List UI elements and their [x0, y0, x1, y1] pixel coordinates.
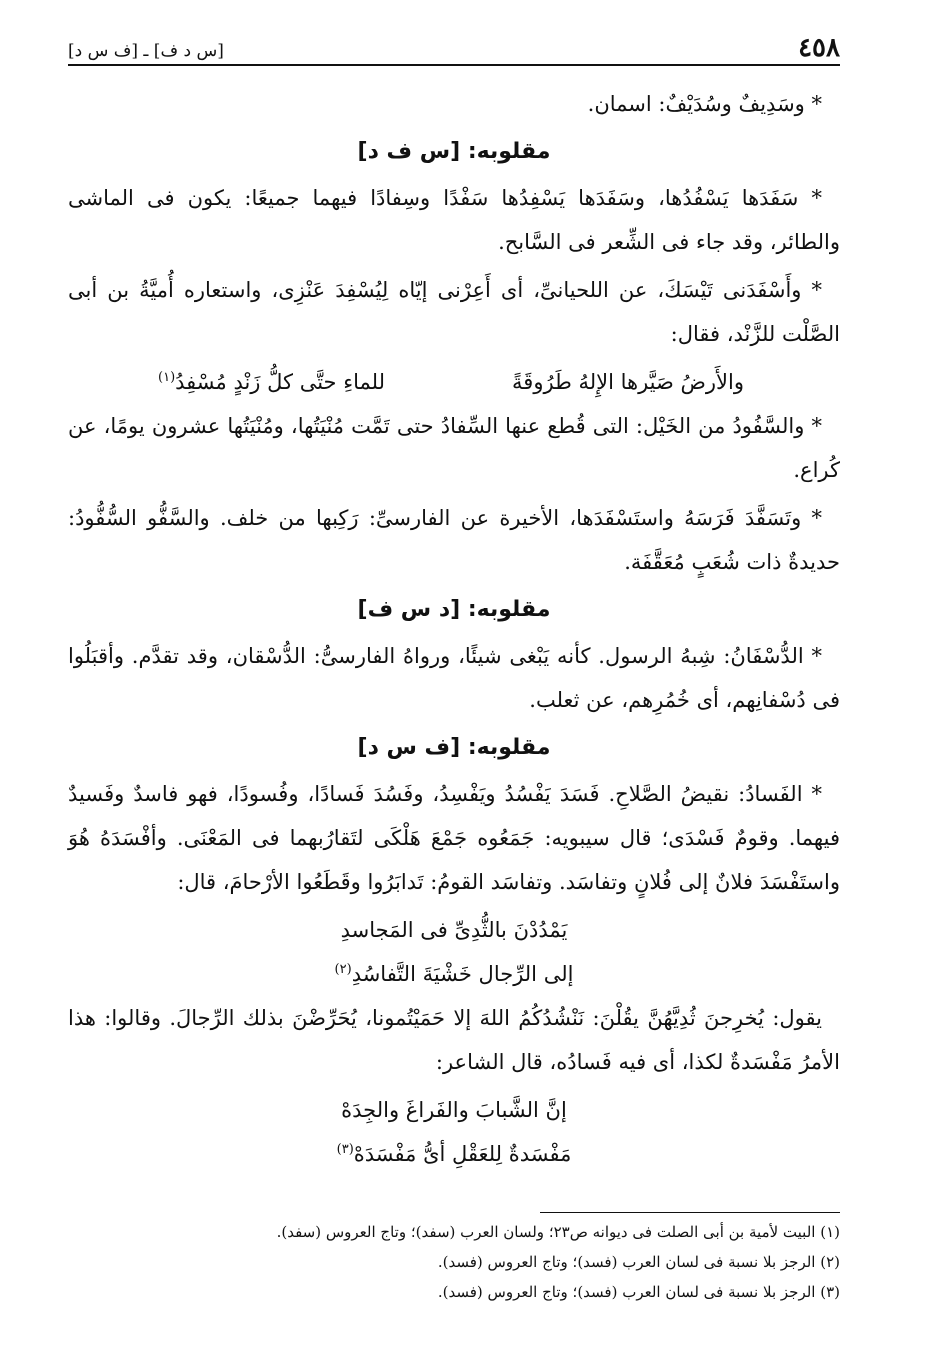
paragraph: * سَفَدَها يَسْفُدُها، وسَفَدَها يَسْفِدُها سَفْدًا وسِفادًا فيهما جميعًا: يكون فى الماشى والطائر، وقد جاء فى الشِّعر فى السَّابح.: [68, 186, 840, 254]
footnote: (١) البيت لأمية بن أبى الصلت فى ديوانه ص٢٣؛ ولسان العرب (سفد)؛ وتاج العروس (سفد).: [276, 1223, 840, 1241]
footnote-marker: (٢): [334, 962, 352, 977]
verse-hemistich-left: للماءِ حتَّى كلُّ زَنْدٍ مُسْفِدُ: [175, 370, 385, 394]
paragraph: * وسَدِيفٌ وسُدَيْفٌ: اسمان.: [587, 92, 822, 116]
footnotes: [68, 1212, 840, 1307]
footnote-marker: (٣): [336, 1142, 354, 1157]
verse-hemistich-left-wrap: [158, 360, 385, 404]
verse-line: يَمْدُدْنَ بالثُّدِىِّ فى المَجاسدِ: [340, 918, 568, 942]
paragraph: * الفَسادُ: نقيضُ الصَّلاحِ. فَسَدَ يَفْسُدُ ويَفْسِدُ، وفَسُدَ فَسادًا، وفُسودًا، فهو فاسدٌ وفَسيدٌ فيهما. وقومٌ فَسْدَى؛ قال سيبويه: جَمَعُوه جَمْعَ هَلْكَى لتَقارُبهما فى المَعْنَى. وأفْسَدَهُ هُوَ واستَفْسَدَ فلانٌ إلى فُلانٍ وتفاسَد. وتفاسَد القومُ: تَدابَرُوا وقَطَعُوا الأرْحامَ، قال:: [68, 782, 840, 894]
section-heading: مقلوبه: [د س ف]: [357, 597, 551, 622]
verse-line: إلى الرِّجال خَشْيَةَ التَّفاسُدِ: [351, 962, 574, 986]
footnote-divider: [540, 1212, 840, 1213]
section-heading: مقلوبه: [ف س د]: [357, 735, 551, 760]
paragraph: * وتَسَفَّدَ فَرَسَهُ واستَسْفَدَها، الأخيرة عن الفارسىِّ: رَكِبها من خلف. والسَّفُّو السُّفُّودُ: حديدةٌ ذات شُعَبٍ مُعَقَّفَة.: [68, 506, 840, 574]
page-number: ٤٥٨: [798, 33, 840, 63]
running-head: [س د ف] ـ [ف س د]: [68, 41, 224, 61]
verse-line: إنَّ الشَّبابَ والفَراغَ والجِدَهْ: [341, 1098, 567, 1122]
paragraph: * الدُّسْفَانُ: شِبهُ الرسول. كأنه يَبْغى شيئًا، ورواهُ الفارسىُّ: الدُّسْقان، وقد تقدَّم. وأقبَلُوا فى دُسْفانِهم، أى خُمُرِهم، عن ثعلب.: [68, 644, 840, 712]
paragraph: يقول: يُخرِجنَ ثُدِيَّهُنَّ يقُلْنَ: نَنْشُدُكُمُ اللهَ إلا حَمَيْتُمونا، يُحَرِّضْنَ بذلك الرِّجالَ. وقالوا: هذا الأمرُ مَفْسَدةٌ لكذا، أى فيه فَسادُه، قال الشاعر:: [68, 1006, 840, 1074]
verse-line: مَفْسَدةٌ لِلعَقْلِ أىُّ مَفْسَدَهْ: [353, 1142, 572, 1166]
page-header: [68, 28, 840, 66]
footnote: (٣) الرجز بلا نسبة فى لسان العرب (فسد)؛ وتاج العروس (فسد).: [437, 1283, 840, 1301]
verse-line-wrap: [68, 1132, 840, 1176]
footnote: (٢) الرجز بلا نسبة فى لسان العرب (فسد)؛ وتاج العروس (فسد).: [437, 1253, 840, 1271]
verse-line-wrap: [68, 952, 840, 996]
paragraph: * وأَسْفَدَنى تَيْسَكَ، عن اللحيانىِّ، أى أَعِرْنى إيّاه لِيُسْفِدَ عَنْزِى، واستعاره أُميَّةُ بن أبى الصَّلْت للزَّنْد، فقال:: [68, 278, 840, 346]
verse-line: [68, 360, 840, 404]
section-heading: مقلوبه: [س ف د]: [357, 139, 551, 164]
verse-hemistich-right: والأَرضُ صَيَّرها الإِلهُ طَرُوقَةً: [512, 370, 744, 394]
footnote-marker: (١): [158, 370, 176, 385]
page-body: [68, 82, 840, 1176]
paragraph: * والسَّفُودُ من الخَيْل: التى قُطع عنها السِّفادُ حتى تَمَّت مُنْيَتُها، ومُنْيَتُها عشرون يومًا، عن كُراع.: [68, 414, 840, 482]
